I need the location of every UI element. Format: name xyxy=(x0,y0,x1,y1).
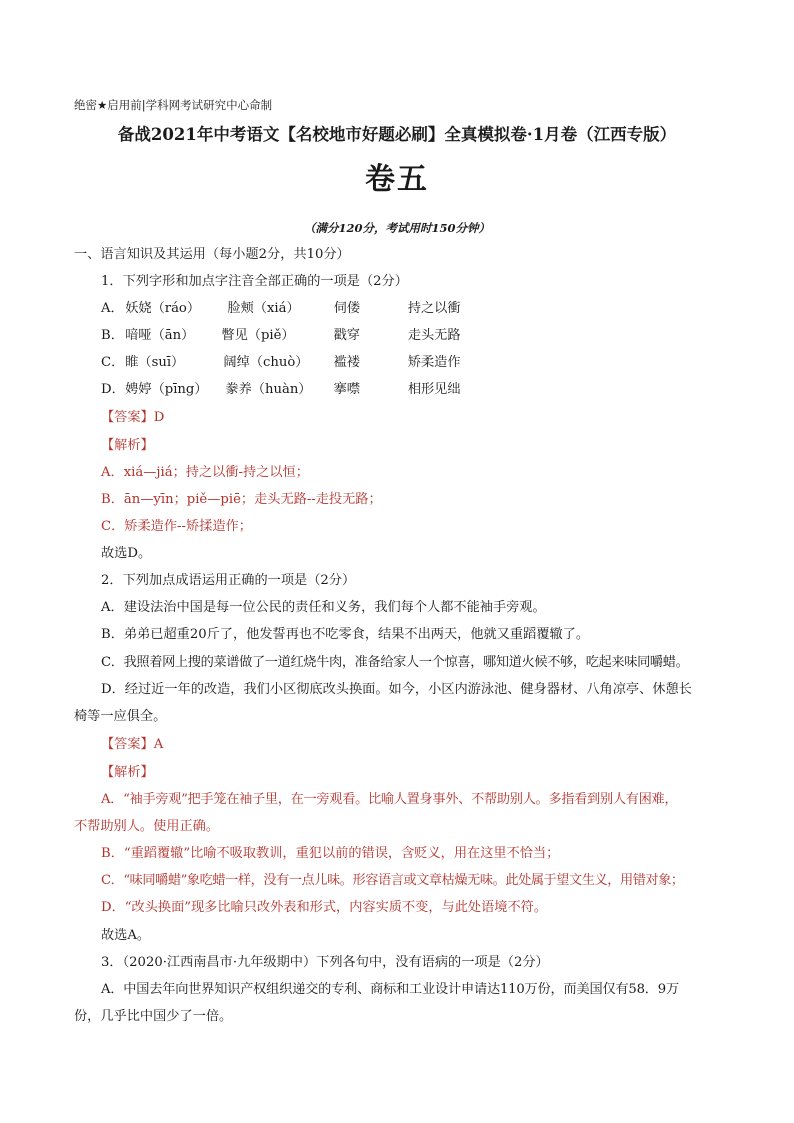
q2-option-c: C．我照着网上搜的菜谱做了一道红烧牛肉，准备给家人一个惊喜，哪知道火候不够，吃起来味同嚼蜡。 xyxy=(101,655,689,670)
option-cell: 矫柔造作 xyxy=(407,355,461,370)
q2-conclusion: 故选A。 xyxy=(101,928,151,943)
q1-analysis-label: 【解析】 xyxy=(101,438,154,453)
q1-option-d xyxy=(101,381,461,399)
option-cell: 妖娆（ráo） xyxy=(125,301,201,316)
q1-stem: 1．下列字形和加点字注音全部正确的一项是（2分） xyxy=(101,274,408,289)
option-cell: 戳穿 xyxy=(333,328,360,343)
q3-option-a-cont: 份，几乎比中国少了一倍。 xyxy=(74,1009,233,1024)
option-cell: 豢养（huàn） xyxy=(225,382,312,397)
q2-option-b: B．弟弟已超重20斤了，他发誓再也不吃零食，结果不出两天，他就又重蹈覆辙了。 xyxy=(101,627,590,642)
q1-option-b xyxy=(101,327,461,345)
answer-label: 【答案】 xyxy=(101,410,154,425)
q2-stem: 2．下列加点成语运用正确的一项是（2分） xyxy=(101,573,356,588)
q2-analysis-line: D．“改头换面”现多比喻只改外表和形式，内容实质不变，与此处语境不符。 xyxy=(101,900,548,915)
option-label: C． xyxy=(101,355,125,370)
confidential-note: 绝密★启用前|学科网考试研究中心命制 xyxy=(74,98,273,112)
q2-analysis-line: A．“袖手旁观”把手笼在袖子里，在一旁观看。比喻人置身事外、不帮助别人。多指看到别人有困难， xyxy=(101,792,678,807)
q1-analysis-line: B．ān—yīn；piě—piē；走头无路--走投无路； xyxy=(101,492,382,507)
option-cell: 娉婷（pīng） xyxy=(125,382,208,397)
option-cell: 搴噤 xyxy=(333,382,360,397)
q1-conclusion: 故选D。 xyxy=(101,546,152,561)
q1-analysis-line: C．矫柔造作--矫揉造作； xyxy=(101,519,252,534)
q2-analysis-label: 【解析】 xyxy=(101,765,154,780)
option-cell: 相形见绌 xyxy=(407,382,461,397)
option-cell: 喑哑（ān） xyxy=(125,328,195,343)
section-heading: 一、语言知识及其运用（每小题2分，共10分） xyxy=(74,247,350,262)
option-label: A． xyxy=(101,301,124,316)
option-cell: 阔绰（chuò） xyxy=(223,355,309,370)
answer-label: 【答案】 xyxy=(101,737,154,752)
q2-analysis-line: 不帮助别人。使用正确。 xyxy=(74,819,220,834)
volume-title: 卷五 xyxy=(365,162,429,197)
q1-analysis-line: A．xiá—jiá；持之以衝-持之以恒； xyxy=(101,465,309,480)
option-cell: 持之以衝 xyxy=(407,301,461,316)
answer-value: D xyxy=(153,410,165,425)
q1-option-c xyxy=(101,354,461,372)
option-cell: 脸颊（xiá） xyxy=(227,301,300,316)
option-label: B． xyxy=(101,328,124,343)
q2-option-d-cont: 椅等一应俱全。 xyxy=(74,709,167,724)
option-label: D． xyxy=(101,382,125,397)
q2-option-d: D．经过近一年的改造，我们小区彻底改头换面。如今，小区内游泳池、健身器材、八角凉亭、休憩长 xyxy=(101,682,692,697)
option-cell: 伺偻 xyxy=(333,301,360,316)
q2-option-a: A．建设法治中国是每一位公民的责任和义务，我们每个人都不能袖手旁观。 xyxy=(101,600,546,615)
option-cell: 睢（suī） xyxy=(125,355,185,370)
q1-option-a xyxy=(101,300,461,318)
option-cell: 褴褛 xyxy=(333,355,360,370)
q1-answer xyxy=(101,409,164,427)
option-cell: 走头无路 xyxy=(407,328,461,343)
q2-analysis-line: B．“重蹈覆辙”比喻不吸取教训，重犯以前的错误，含贬义，用在这里不恰当； xyxy=(101,846,560,861)
score-note: （满分120分，考试用时150分钟） xyxy=(303,221,490,235)
document-title: 备战2021年中考语文【名校地市好题必刷】全真模拟卷·1月卷（江西专版） xyxy=(117,125,677,144)
q3-stem: 3．（2020·江西南昌市·九年级期中）下列各句中，没有语病的一项是（2分） xyxy=(101,955,549,970)
answer-value: A xyxy=(153,737,164,752)
q2-analysis-line: C．“味同嚼蜡”象吃蜡一样，没有一点儿味。形容语言或文章枯燥无味。此处属于望文生义，用错对象； xyxy=(101,873,684,888)
q2-answer xyxy=(101,736,163,754)
option-cell: 瞥见（piě） xyxy=(221,328,295,343)
q3-option-a: A．中国去年向世界知识产权组织递交的专利、商标和工业设计申请达110万份，而美国仅有58．9万 xyxy=(101,982,679,997)
